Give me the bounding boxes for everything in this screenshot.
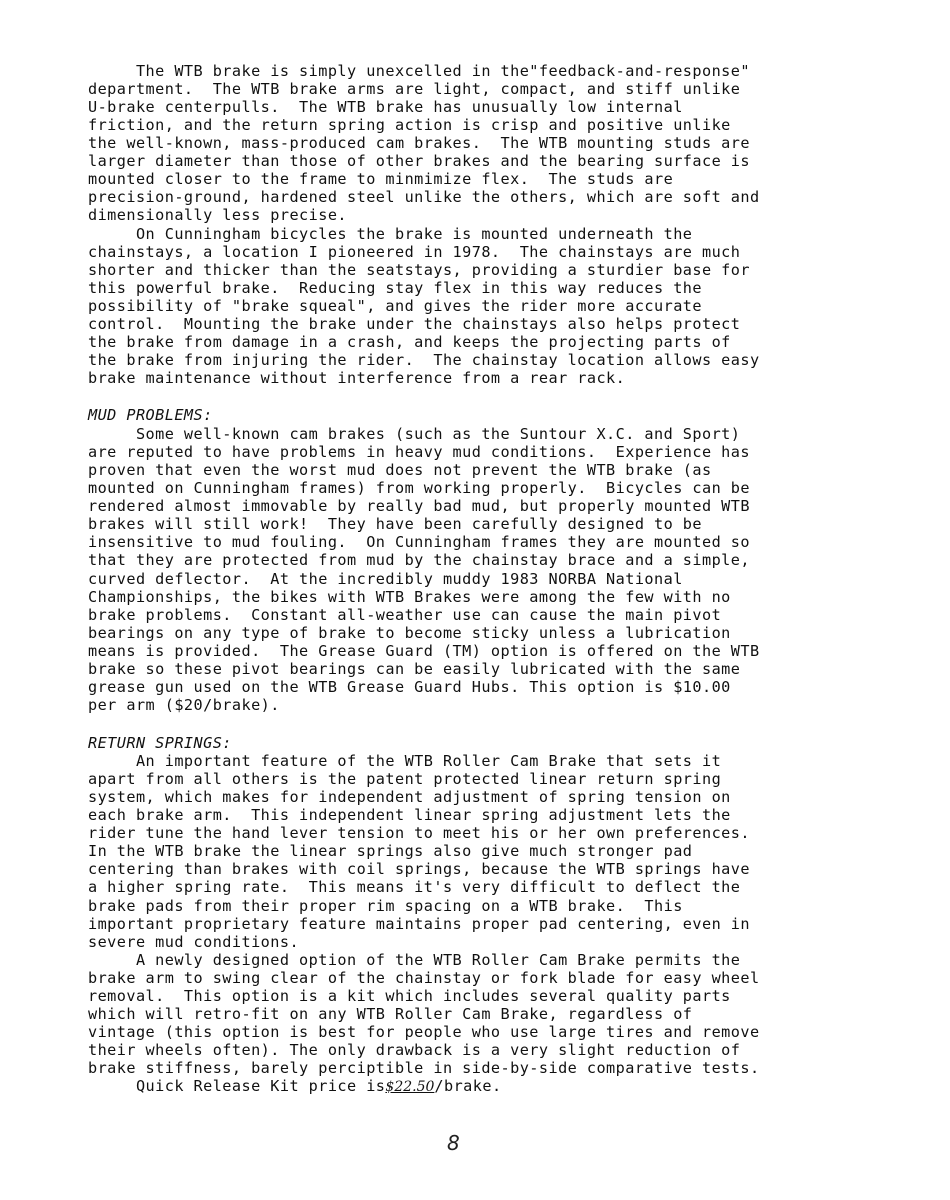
- price-line: [88, 1077, 888, 1095]
- text-line: their wheels often). The only drawback is a very slight reduction of: [88, 1041, 741, 1059]
- text-line: rendered almost immovable by really bad mud, but properly mounted WTB: [88, 497, 750, 515]
- text-line: mounted on Cunningham frames) from working properly. Bicycles can be: [88, 479, 750, 497]
- text-line: precision-ground, hardened steel unlike the others, which are soft and: [88, 188, 760, 206]
- text-line: which will retro-fit on any WTB Roller Cam Brake, regardless of: [88, 1005, 693, 1023]
- text-line: control. Mounting the brake under the chainstays also helps protect: [88, 315, 741, 333]
- text-line: brakes will still work! They have been carefully designed to be: [88, 515, 702, 533]
- text-line: dimensionally less precise.: [88, 206, 348, 224]
- text-line: possibility of "brake squeal", and gives the rider more accurate: [88, 297, 702, 315]
- text-line: brake pads from their proper rim spacing on a WTB brake. This: [88, 897, 683, 915]
- text-line: The WTB brake is simply unexcelled in the"feedback-and-response": [88, 62, 750, 80]
- text-line: shorter and thicker than the seatstays, providing a sturdier base for: [88, 261, 750, 279]
- text-line: bearings on any type of brake to become sticky unless a lubrication: [88, 624, 731, 642]
- text-line: the brake from damage in a crash, and keeps the projecting parts of: [88, 333, 731, 351]
- text-line: brake problems. Constant all-weather use can cause the main pivot: [88, 606, 722, 624]
- text-line: means is provided. The Grease Guard (TM) option is offered on the WTB: [88, 642, 760, 660]
- text-line: the well-known, mass-produced cam brakes. The WTB mounting studs are: [88, 134, 750, 152]
- text-line: mounted closer to the frame to minmimize flex. The studs are: [88, 170, 674, 188]
- text-line: On Cunningham bicycles the brake is mounted underneath the: [88, 225, 693, 243]
- text-line: brake so these pivot bearings can be easily lubricated with the same: [88, 660, 741, 678]
- section-heading-mud-problems: MUD PROBLEMS:: [88, 406, 213, 424]
- text-line: severe mud conditions.: [88, 933, 300, 951]
- text-line: brake maintenance without interference from a rear rack.: [88, 369, 626, 387]
- text-line: grease gun used on the WTB Grease Guard Hubs. This option is $10.00: [88, 678, 731, 696]
- text-line: A newly designed option of the WTB Roller Cam Brake permits the: [88, 951, 741, 969]
- text-line: per arm ($20/brake).: [88, 696, 280, 714]
- text-line: Some well-known cam brakes (such as the Suntour X.C. and Sport): [88, 425, 741, 443]
- text-line: each brake arm. This independent linear spring adjustment lets the: [88, 806, 731, 824]
- page-number: 8: [447, 1131, 460, 1155]
- text-line: brake arm to swing clear of the chainstay or fork blade for easy wheel: [88, 969, 760, 987]
- text-line: friction, and the return spring action is crisp and positive unlike: [88, 116, 731, 134]
- text-line: department. The WTB brake arms are light, compact, and stiff unlike: [88, 80, 741, 98]
- text-line: this powerful brake. Reducing stay flex in this way reduces the: [88, 279, 702, 297]
- handwritten-price: $22.50: [385, 1079, 435, 1095]
- text-line: An important feature of the WTB Roller Cam Brake that sets it: [88, 752, 722, 770]
- text-line: apart from all others is the patent protected linear return spring: [88, 770, 722, 788]
- text-line: Championships, the bikes with WTB Brakes were among the few with no: [88, 588, 731, 606]
- text-line: removal. This option is a kit which includes several quality parts: [88, 987, 731, 1005]
- text-line: vintage (this option is best for people who use large tires and remove: [88, 1023, 760, 1041]
- section-heading-return-springs: RETURN SPRINGS:: [88, 734, 232, 752]
- text-line: a higher spring rate. This means it's very difficult to deflect the: [88, 878, 741, 896]
- text-line: rider tune the hand lever tension to meet his or her own preferences.: [88, 824, 750, 842]
- text-line: curved deflector. At the incredibly muddy 1983 NORBA National: [88, 570, 683, 588]
- price-prefix: Quick Release Kit price is: [88, 1077, 386, 1095]
- text-line: U-brake centerpulls. The WTB brake has unusually low internal: [88, 98, 683, 116]
- text-line: proven that even the worst mud does not prevent the WTB brake (as: [88, 461, 712, 479]
- text-line: system, which makes for independent adjustment of spring tension on: [88, 788, 731, 806]
- text-line: are reputed to have problems in heavy mud conditions. Experience has: [88, 443, 750, 461]
- text-line: important proprietary feature maintains proper pad centering, even in: [88, 915, 750, 933]
- text-line: insensitive to mud fouling. On Cunningham frames they are mounted so: [88, 533, 750, 551]
- text-line: In the WTB brake the linear springs also give much stronger pad: [88, 842, 693, 860]
- text-line: that they are protected from mud by the chainstay brace and a simple,: [88, 551, 750, 569]
- text-line: brake stiffness, barely perciptible in side-by-side comparative tests.: [88, 1059, 760, 1077]
- text-line: the brake from injuring the rider. The chainstay location allows easy: [88, 351, 760, 369]
- text-line: centering than brakes with coil springs, because the WTB springs have: [88, 860, 750, 878]
- text-line: chainstays, a location I pioneered in 1978. The chainstays are much: [88, 243, 741, 261]
- price-suffix: /brake.: [434, 1077, 502, 1095]
- text-line: larger diameter than those of other brakes and the bearing surface is: [88, 152, 750, 170]
